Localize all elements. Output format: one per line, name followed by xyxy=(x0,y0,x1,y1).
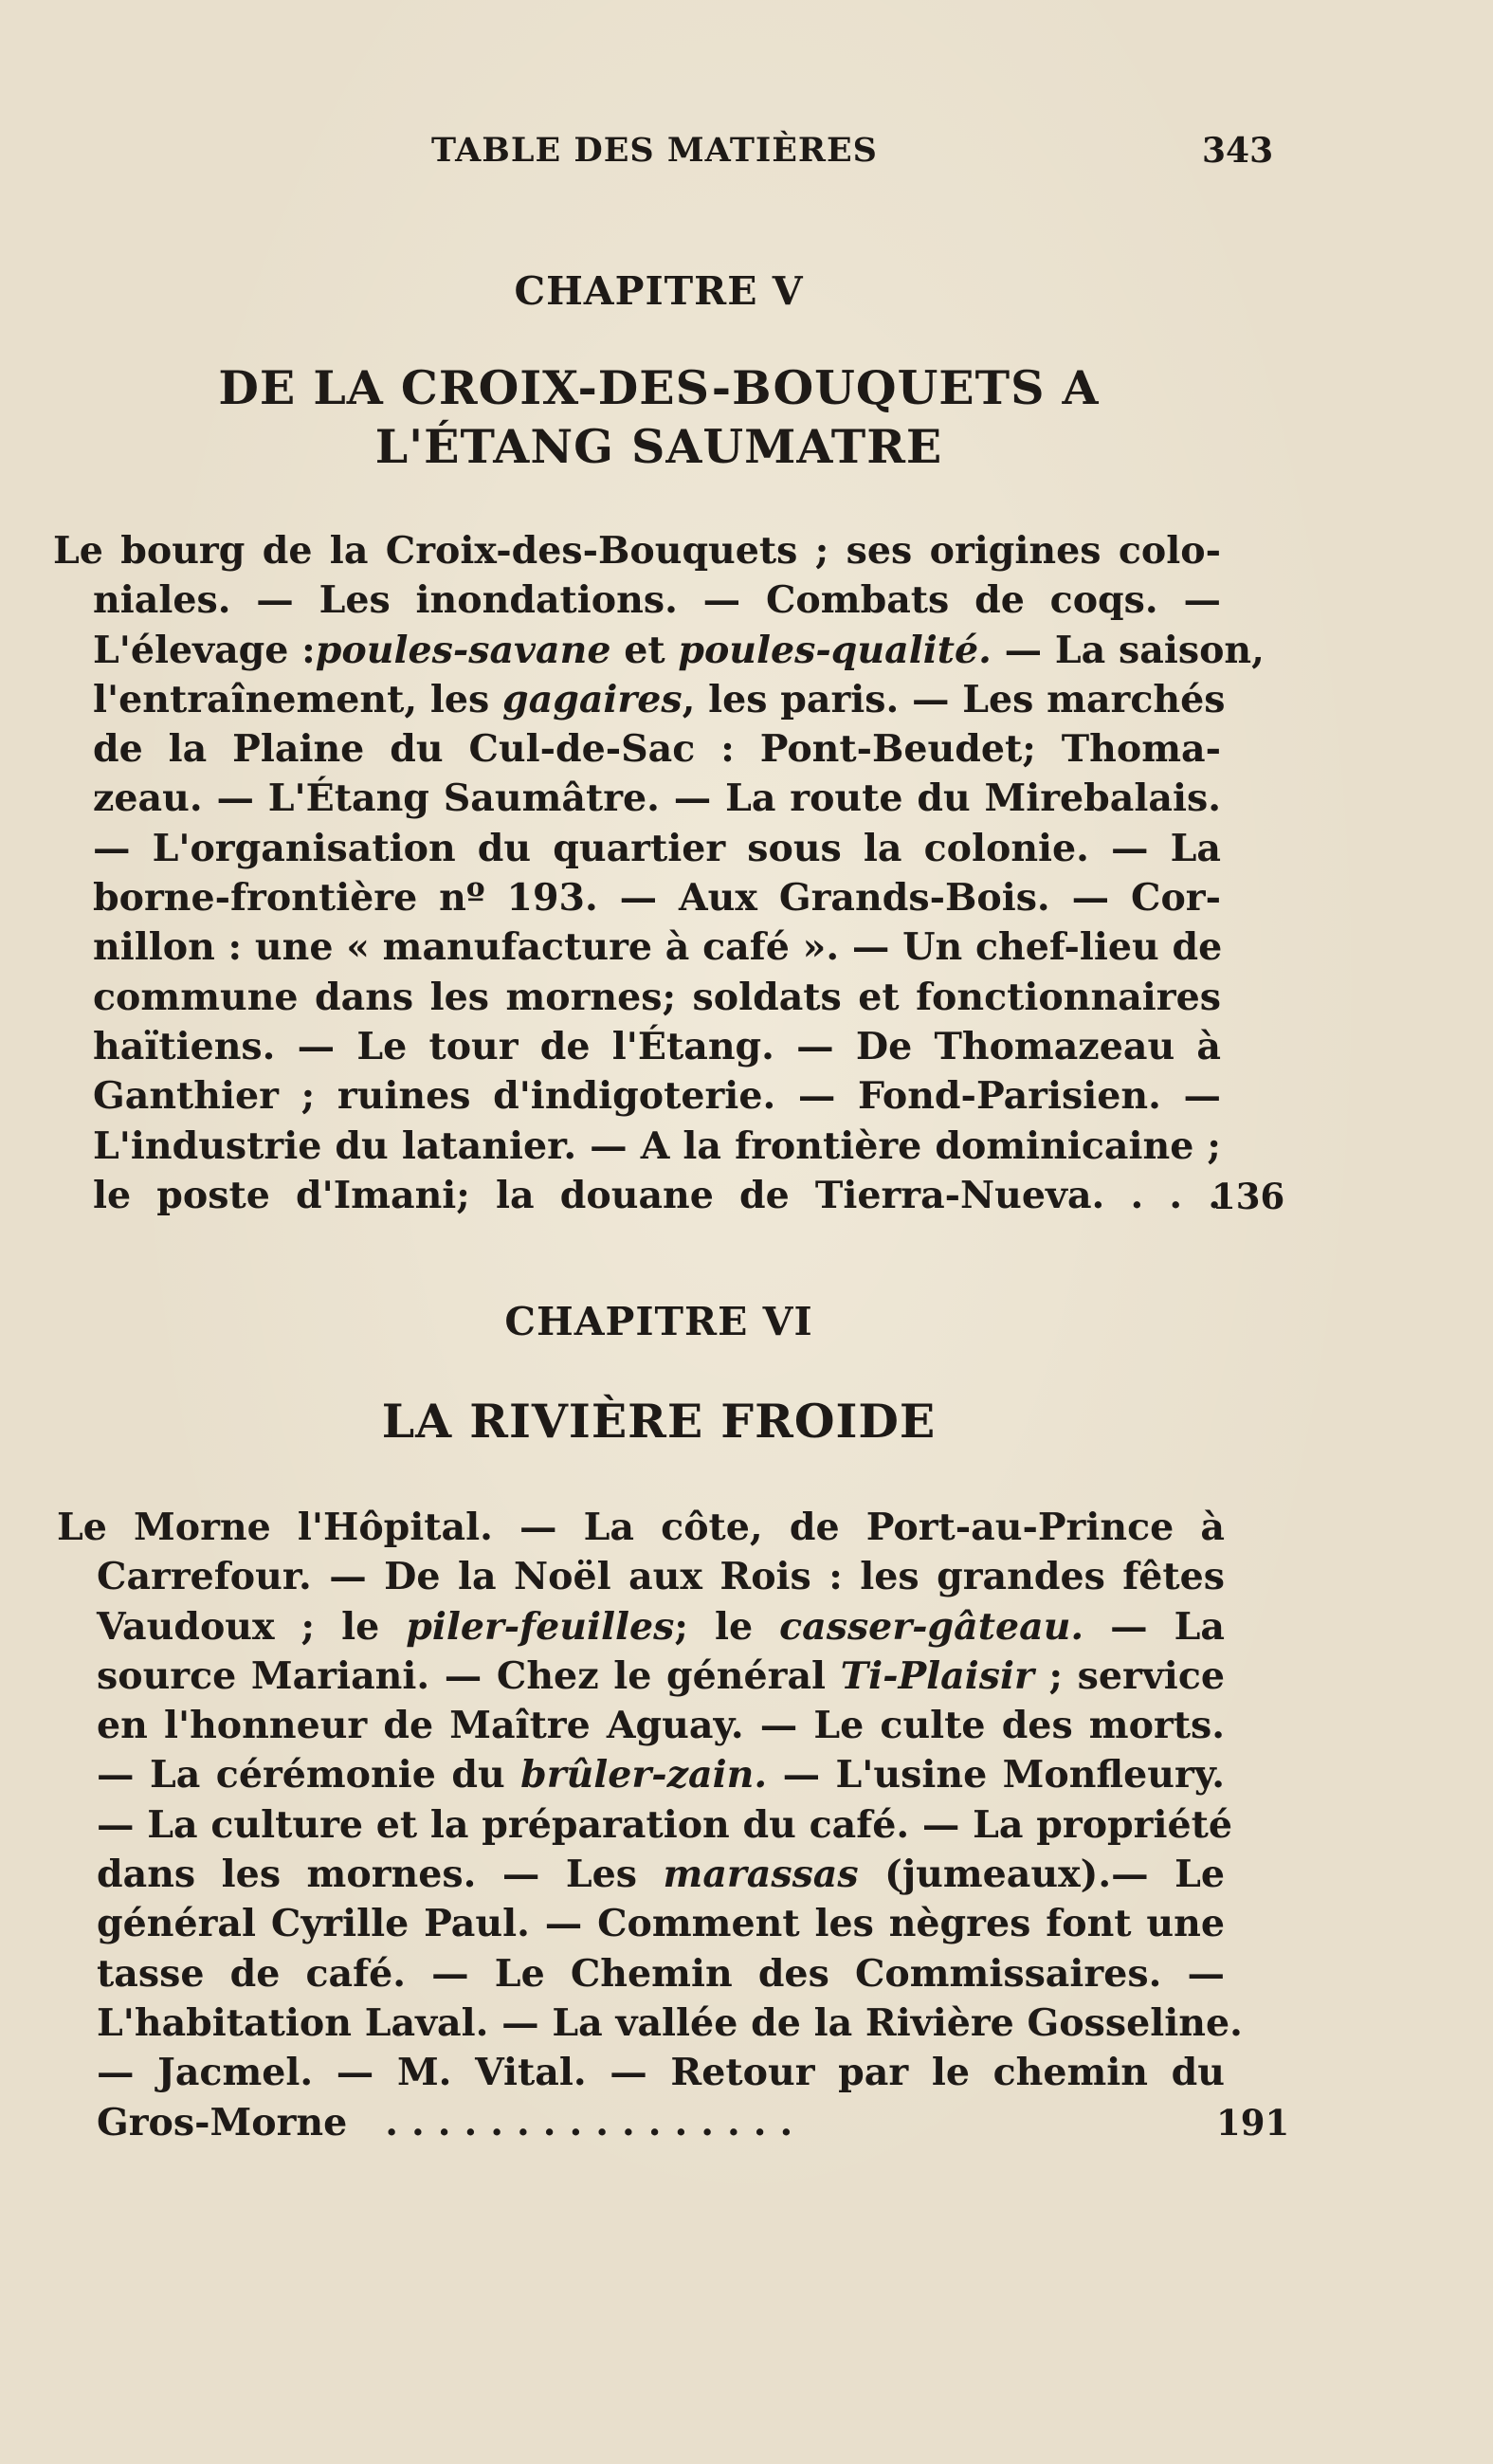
summary-line: source Mariani. — Chez le général Ti-Plaisir ; service xyxy=(97,1653,1225,1698)
running-title: TABLE DES MATIÈRES xyxy=(431,131,878,170)
summary-line: niales. — Les inondations. — Combats de coqs. — xyxy=(93,578,1221,623)
chapter-6-label: CHAPITRE VI xyxy=(504,1299,813,1344)
summary-line: Le Morne l'Hôpital. — La côte, de Port-au-Prince à xyxy=(57,1506,1225,1549)
summary-line: Le bourg de la Croix-des-Bouquets ; ses origines colo- xyxy=(53,529,1221,573)
summary-line: Carrefour. — De la Noël aux Rois : les grandes fêtes xyxy=(97,1555,1225,1599)
summary-line: tasse de café. — Le Chemin des Commissaires. — xyxy=(97,1951,1225,1996)
summary-line: général Cyrille Paul. — Comment les nègres font une xyxy=(97,1902,1225,1946)
summary-line: — La culture et la préparation du café. — La propriété xyxy=(97,1802,1232,1847)
summary-line: Gros-Morne ................ xyxy=(97,2100,807,2145)
summary-line: — Jacmel. — M. Vital. — Retour par le chemin du xyxy=(97,2051,1225,2095)
chapter-5-title-line-2: L'ÉTANG SAUMATRE xyxy=(374,419,943,474)
chapter-5-title-line-1: DE LA CROIX-DES-BOUQUETS A xyxy=(218,360,1100,415)
summary-line: borne-frontière nº 193. — Aux Grands-Bois. — Cor- xyxy=(93,876,1221,921)
page-number: 343 xyxy=(1202,131,1274,171)
summary-line: de la Plaine du Cul-de-Sac : Pont-Beudet; Thoma- xyxy=(93,727,1221,772)
summary-line: haïtiens. — Le tour de l'Étang. — De Thomazeau à xyxy=(93,1024,1221,1068)
chapter-6-title: LA RIVIÈRE FROIDE xyxy=(381,1394,937,1449)
chapter-6-page-ref: 191 xyxy=(1216,2102,1290,2144)
chapter-6-summary xyxy=(57,1503,1243,2147)
summary-line: — L'organisation du quartier sous la colonie. — La xyxy=(93,826,1221,870)
summary-line: zeau. — L'Étang Saumâtre. — La route du Mirebalais. xyxy=(93,776,1221,821)
leader-dots: ................ xyxy=(385,2100,807,2145)
summary-line: en l'honneur de Maître Aguay. — Le culte des morts. xyxy=(97,1704,1225,1748)
summary-line: dans les mornes. — Les marassas (jumeaux).— Le xyxy=(97,1853,1225,1897)
summary-line: Vaudoux ; le piler-feuilles; le casser-gâteau. — La xyxy=(97,1604,1225,1649)
summary-line: L'élevage :poules-savane et poules-qualité. — La saison, xyxy=(93,628,1265,672)
summary-line: L'industrie du latanier. — A la frontière dominicaine ; xyxy=(93,1123,1221,1168)
chapter-5-label: CHAPITRE V xyxy=(514,268,804,314)
chapter-5-title xyxy=(0,358,1318,476)
summary-line: — La cérémonie du brûler-zain. — L'usine Monfleury. xyxy=(97,1753,1225,1798)
summary-line: commune dans les mornes; soldats et fonctionnaires xyxy=(93,975,1221,1019)
summary-line: Ganthier ; ruines d'indigoterie. — Fond-Parisien. — xyxy=(93,1074,1221,1119)
summary-line: L'habitation Laval. — La vallée de la Rivière Gosseline. xyxy=(97,2000,1243,2045)
summary-line: nillon : une « manufacture à café ». — Un chef-lieu de xyxy=(93,925,1223,970)
chapter-5-page-ref: 136 xyxy=(1211,1176,1285,1217)
summary-line: le poste d'Imani; la douane de Tierra-Nueva. . . . xyxy=(93,1173,1221,1217)
summary-line: l'entraînement, les gagaires, les paris. — Les marchés xyxy=(93,677,1226,721)
